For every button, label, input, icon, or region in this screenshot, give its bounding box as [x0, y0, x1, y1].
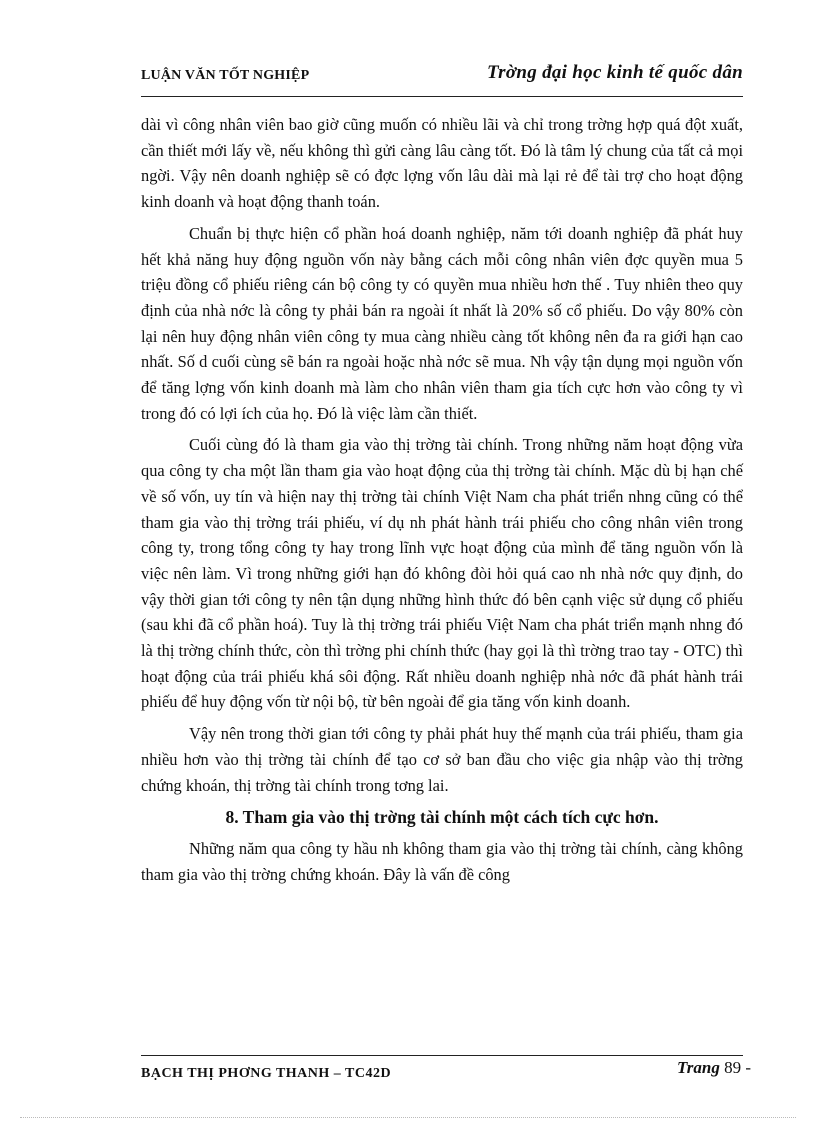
footer-divider: [141, 1055, 743, 1056]
page-number: 89 -: [724, 1058, 751, 1077]
thesis-label: LUẬN VĂN TỐT NGHIỆP: [141, 68, 310, 83]
paragraph-2: Chuẩn bị thực hiện cổ phần hoá doanh nghiệp, năm tới doanh nghiệp đã phát huy hết khả năng huy động nguồn vốn này bằng cách mỗi công nhân viên đợc quyền mua 5 triệu đồng cổ phiếu riêng cán bộ công ty có quyền mua nhiều hơn thế . Tuy nhiên theo quy định của nhà nớc là công ty phải bán ra ngoài ít nhất là 20% số cổ phiếu. Do vậy 80% còn lại nên huy động nhân viên công ty mua càng nhiều càng tốt không nên đa ra giới hạn cao nhất. Số d cuối cùng sẽ bán ra ngoài hoặc nhà nớc sẽ mua. Nh vậy tận dụng mọi nguồn vốn để tăng lợng vốn kinh doanh mà làm cho nhân viên tham gia tích cực hơn vào công ty vì trong đó có lợi ích của họ. Đó là việc làm cần thiết.: [141, 223, 743, 423]
paragraph-1: dài vì công nhân viên bao giờ cũng muốn có nhiều lãi và chỉ trong trờng hợp quá đột xuất, cần thiết mới lấy về, nếu không thì gửi càng lâu càng tốt. Đó là tâm lý chung của tất cả mọi ngời. Vậy nên doanh nghiệp sẽ có đợc lợng vốn lâu dài mà lại rẻ để tài trợ cho hoạt động kinh doanh và hoạt động thanh toán.: [141, 115, 743, 212]
author-name: BẠCH THỊ PHƠNG THANH – TC42D: [141, 1066, 392, 1080]
paragraph-3: Cuối cùng đó là tham gia vào thị trờng tài chính. Trong những năm hoạt động vừa qua công ty cha một lần tham gia vào hoạt động của thị trờng tài chính. Mặc dù bị hạn chế về số vốn, uy tín và hiện nay thị trờng tài chính Việt Nam cha phát triển nhng cũng có thể tham gia vào thị trờng trái phiếu, ví dụ nh phát hành trái phiếu cho công nhân viên trong công ty, trong tổng công ty hay trong lĩnh vực hoạt động của mình để tăng nguồn vốn là việc nên làm. Vì trong những giới hạn đó không đòi hỏi quá cao nh nhà nớc quy định, do vậy thời gian tới công ty nên tận dụng những hình thức đó bên cạnh việc sử dụng cổ phiếu (sau khi đã cổ phần hoá). Tuy là thị trờng trái phiếu Việt Nam cha phát triển mạnh nhng đó là thị trờng chính thức, còn thì trờng phi chính thức (hay gọi là thì trờng trao tay - OTC) thì hoạt động của trái phiếu khá sôi động. Rất nhiều doanh nghiệp nhà nớc đã phát hành trái phiếu để huy động vốn từ nội bộ, từ bên ngoài để gia tăng vốn kinh doanh.: [141, 435, 743, 712]
bottom-dotted-line: [20, 1117, 796, 1118]
section-heading: 8. Tham gia vào thị trờng tài chính một cách tích cực hơn.: [225, 807, 659, 828]
page-indicator: [677, 1058, 751, 1078]
page-header: [141, 62, 743, 90]
header-divider: [141, 96, 743, 97]
page-label: Trang: [677, 1058, 720, 1077]
paragraph-4: Vậy nên trong thời gian tới công ty phải phát huy thế mạnh của trái phiếu, tham gia nhiều hơn vào thị trờng tài chính để tạo cơ sở ban đầu cho việc gia nhập vào thị trờng chứng khoán, thị trờng tài chính trong tơng lai.: [141, 724, 743, 795]
paragraph-5: Những năm qua công ty hầu nh không tham gia vào thị trờng tài chính, càng không tham gia vào thị trờng chứng khoán. Đây là vấn đề công: [141, 839, 743, 884]
page-footer: [141, 1058, 751, 1080]
document-body: [141, 112, 743, 894]
university-name: Trờng đại học kinh tế quốc dân: [486, 62, 743, 83]
